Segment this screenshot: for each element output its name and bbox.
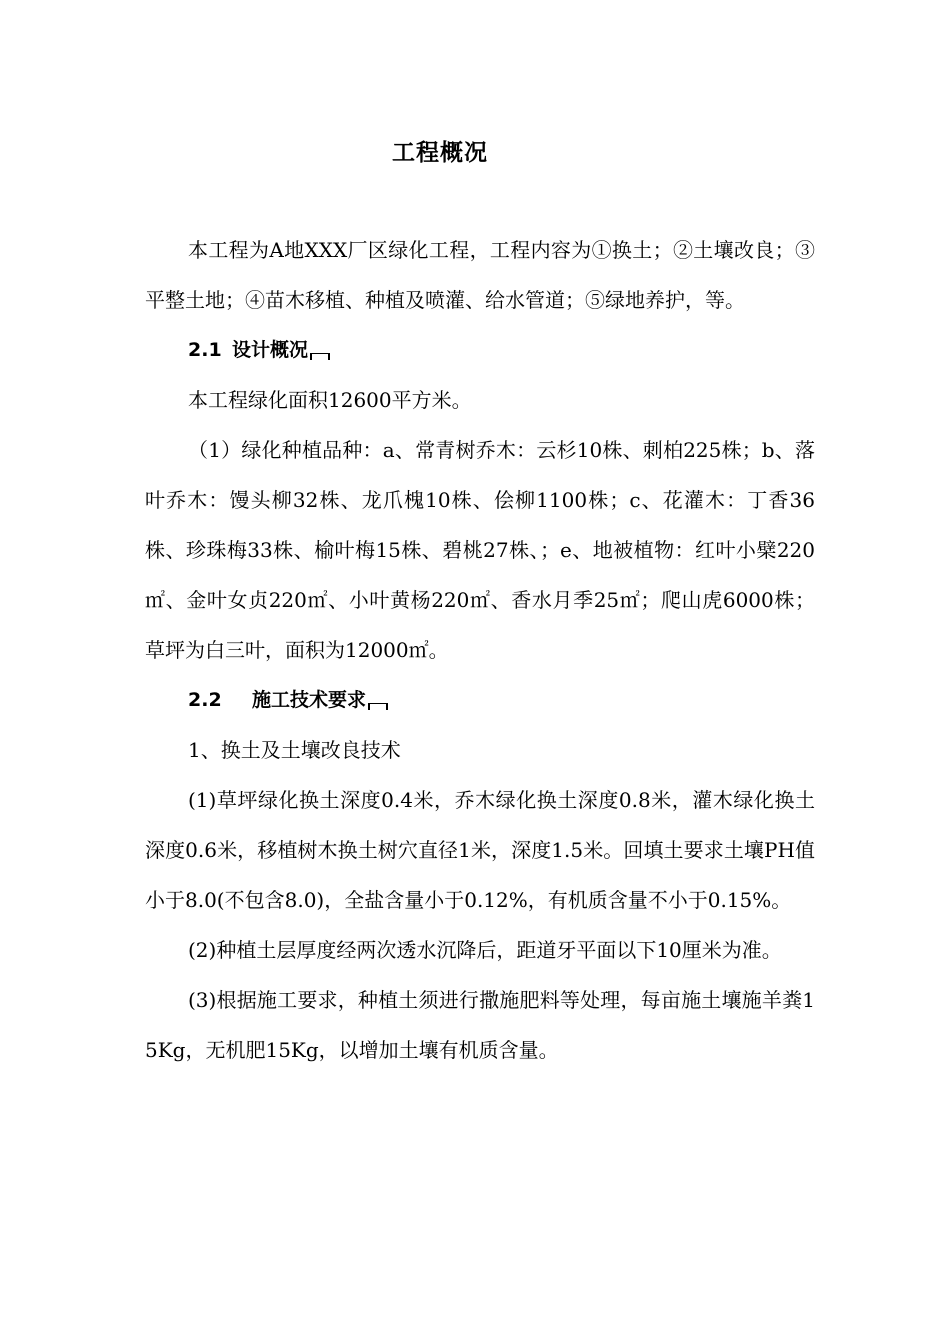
area-paragraph: 本工程绿化面积12600平方米。 [188, 388, 472, 412]
section-number: 2.2 [188, 689, 222, 711]
requirement-paragraph-1: (1)草坪绿化换土深度0.4米，乔木绿化换土深度0.8米，灌木绿化换土深度0.6米，移植树木换土树穴直径1米，深度1.5米。回填土要求土壤PH值小于8.0(不包含8.0)，全盐含量小于0.12%，有机质含量不小于0.15%。 [145, 788, 815, 912]
section-title: 设计概况 [232, 339, 309, 361]
page-title: 工程概况 [392, 140, 488, 166]
section-number: 2.1 [188, 339, 222, 361]
heading-mark-icon [310, 353, 330, 360]
varieties-paragraph: （1）绿化种植品种：a、常青树乔木：云杉10株、刺柏225株；b、落叶乔木：馒头柳32株、龙爪槐10株、侩柳1100株；c、花灌木：丁香36株、珍珠梅33株、榆叶梅15株、碧桃27株、；e、地被植物：红叶小檗220㎡、金叶女贞220㎡、小叶黄杨220㎡、香水月季25㎡；爬山虎6000株；草坪为白三叶，面积为12000㎡。 [145, 438, 815, 662]
document-body [145, 225, 815, 1075]
section-heading-2-1 [145, 325, 815, 375]
section-title: 施工技术要求 [252, 689, 367, 711]
requirement-paragraph-2: (2)种植土层厚度经两次透水沉降后，距道牙平面以下10厘米为准。 [188, 938, 782, 962]
section-heading-2-2 [145, 675, 815, 725]
intro-paragraph: 本工程为A地XXX厂区绿化工程，工程内容为①换土；②土壤改良；③平整土地；④苗木移植、种植及喷灌、给水管道；⑤绿地养护，等。 [145, 238, 815, 312]
item-1-heading: 1、换土及土壤改良技术 [188, 738, 401, 762]
heading-mark-icon [368, 703, 388, 710]
requirement-paragraph-3: (3)根据施工要求，种植土须进行撒施肥料等处理，每亩施土壤施羊粪15Kg，无机肥15Kg，以增加土壤有机质含量。 [145, 988, 815, 1062]
